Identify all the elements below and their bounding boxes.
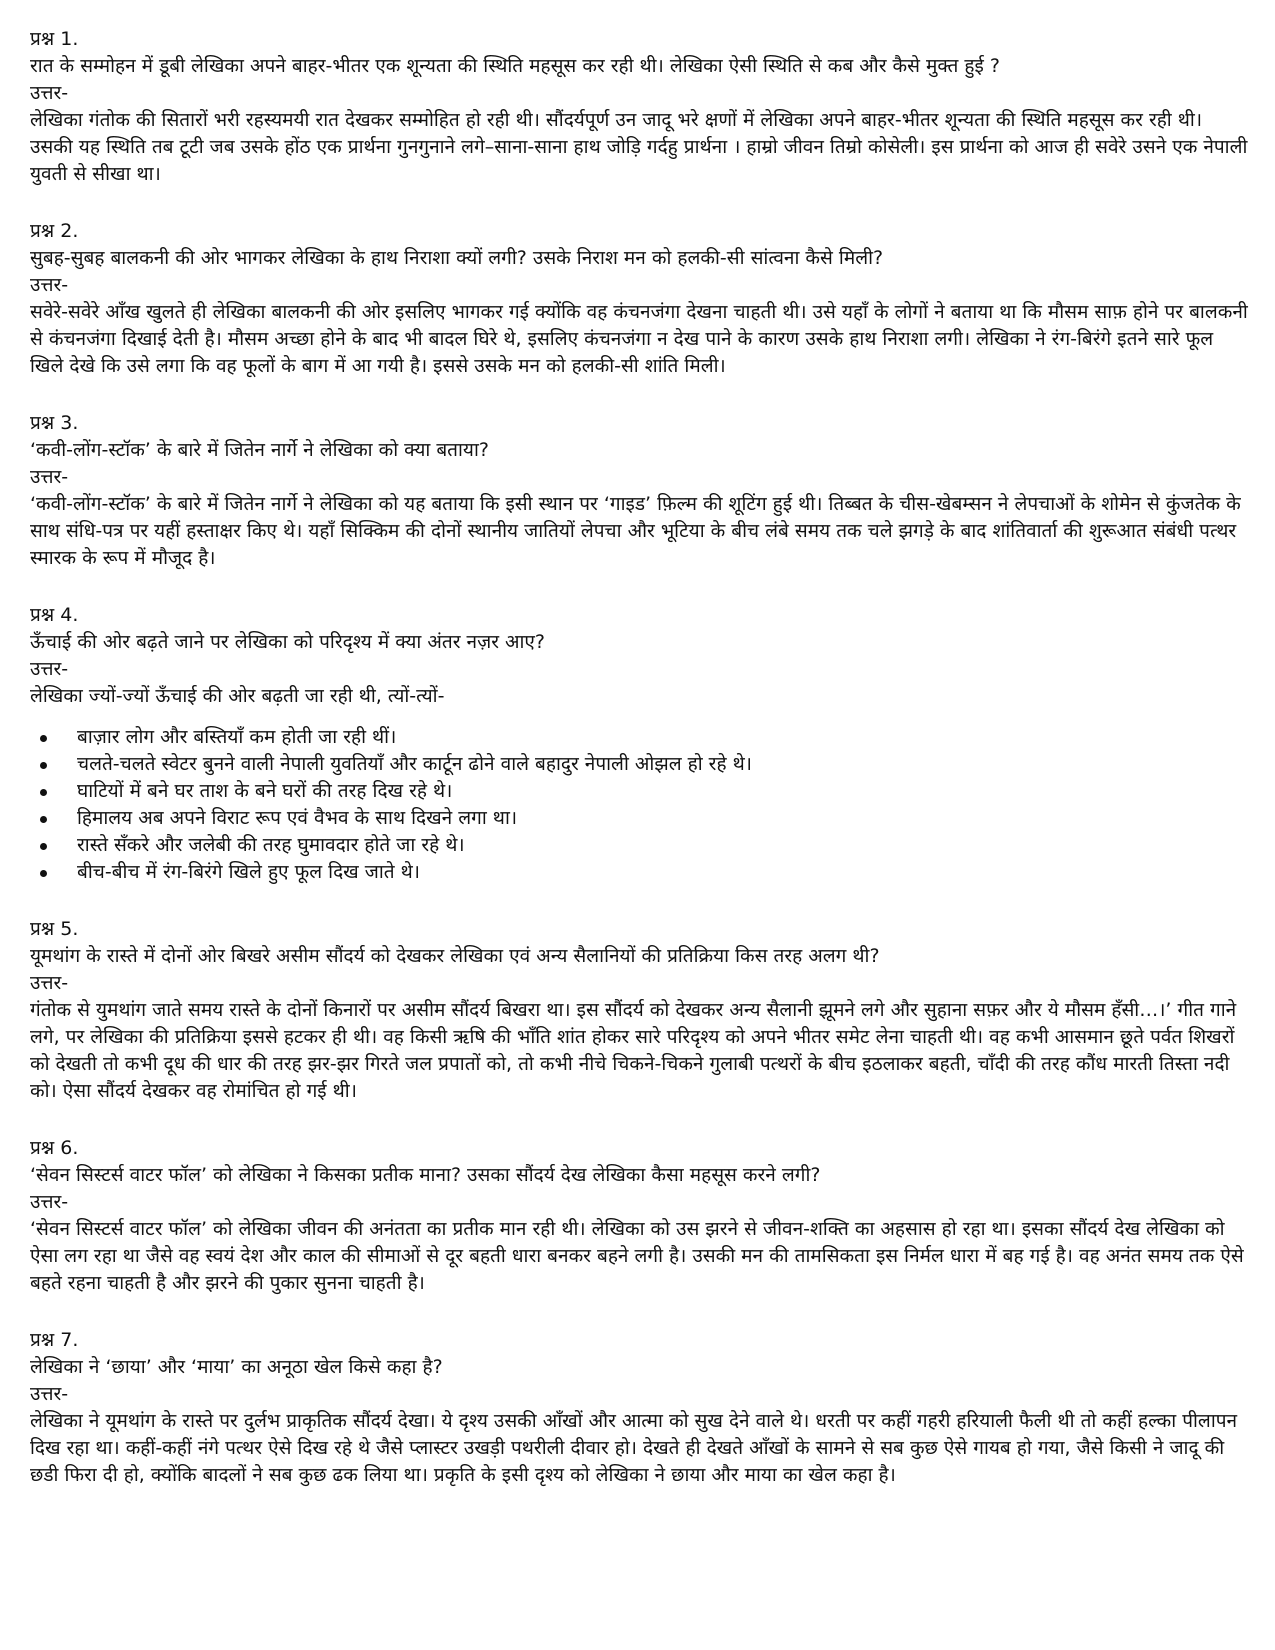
answer-text: सवेरे-सवेरे आँख खुलते ही लेखिका बालकनी की ओर इसलिए भागकर गई क्योंकि वह कंचनजंगा देखना चाहती थी। उसे यहाँ के लोगों ने बताया था कि मौसम साफ़ होने पर बालकनी से कंचनजंगा दिखाई देती है। मौसम अच्छा होने के बाद भी बादल घिरे थे, इसलिए कंचनजंगा न देख पाने के कारण उसके हाथ निराशा लगी। लेखिका ने रंग-बिरंगे इतने सारे फूल खिले देखे कि उसे लगा कि वह फूलों के बाग में आ गयी है। इससे उसके मन को हलकी-सी शांति मिली।: [30, 301, 1248, 377]
answer-label: उत्तर-: [30, 658, 69, 680]
bullet-text: बीच-बीच में रंग-बिरंगे खिले हुए फूल दिख जाते थे।: [77, 861, 420, 883]
answer-text: लेखिका ने यूमथांग के रास्ते पर दुर्लभ प्राकृतिक सौंदर्य देखा। ये दृश्य उसकी आँखों और आत्मा को सुख देने वाले थे। धरती पर कहीं गहरी हरियाली फैली थी तो कहीं हल्का पीलापन दिख रहा था। कहीं-कहीं नंगे पत्थर ऐसे दिख रहे थे जैसे प्लास्टर उखड़ी पथरीली दीवार हो। देखते ही देखते आँखों के सामने से सब कुछ ऐसे गायब हो गया, जैसे किसी ने जादू की छडी फिरा दी हो, क्योंकि बादलों ने सब कुछ ढक लिया था। प्रकृति के इसी दृश्य को लेखिका ने छाया और माया का खेल कहा है।: [30, 1410, 1238, 1486]
question-block-7: [30, 1327, 1250, 1489]
bullet-dot-icon: [40, 762, 47, 769]
bullet-item: [30, 778, 1250, 805]
bullet-item: [30, 805, 1250, 832]
question-text: सुबह-सुबह बालकनी की ओर भागकर लेखिका के हाथ निराशा क्यों लगी? उसके निराश मन को हलकी-सी सांत्वना कैसे मिली?: [30, 247, 884, 269]
bullet-dot-icon: [40, 816, 47, 823]
question-number: प्रश्न 3.: [30, 412, 79, 434]
answer-text: गंतोक से युमथांग जाते समय रास्ते के दोनों किनारों पर असीम सौंदर्य बिखरा था। इस सौंदर्य को देखकर अन्य सैलानी झूमने लगे और सुहाना सफ़र और ये मौसम हँसी…।’ गीत गाने लगे, पर लेखिका की प्रतिक्रिया इससे हटकर ही थी। वह किसी ऋषि की भाँति शांत होकर सारे परिदृश्य को अपने भीतर समेट लेना चाहती थी। वह कभी आसमान छूते पर्वत शिखरों को देखती तो कभी दूध की धार की तरह झर-झर गिरते जल प्रपातों को, तो कभी नीचे चिकने-चिकने गुलाबी पत्थरों के बीच इठलाकर बहती, चाँदी की तरह कौंध मारती तिस्ता नदी को। ऐसा सौंदर्य देखकर वह रोमांचित हो गई थी।: [30, 999, 1237, 1102]
bullet-text: हिमालय अब अपने विराट रूप एवं वैभव के साथ दिखने लगा था।: [77, 807, 518, 829]
question-text: ‘कवी-लोंग-स्टॉक’ के बारे में जितेन नार्गे ने लेखिका को क्या बताया?: [30, 439, 489, 461]
document-page: [30, 26, 1250, 1519]
question-block-2: [30, 218, 1250, 380]
answer-label: उत्तर-: [30, 82, 69, 104]
question-text: रात के सम्मोहन में डूबी लेखिका अपने बाहर-भीतर एक शून्यता की स्थिति महसूस कर रही थी। लेखिका ऐसी स्थिति से कब और कैसे मुक्त हुई ?: [30, 55, 1000, 77]
bullet-item: [30, 751, 1250, 778]
answer-text: लेखिका गंतोक की सितारों भरी रहस्यमयी रात देखकर सम्मोहित हो रही थी। सौंदर्यपूर्ण उन जादू भरे क्षणों में लेखिका अपने बाहर-भीतर शून्यता की स्थिति महसूस कर रही थी। उसकी यह स्थिति तब टूटी जब उसके होंठ एक प्रार्थना गुनगुनाने लगे–साना-साना हाथ जोड़ि गर्दहु प्रार्थना । हाम्रो जीवन तिम्रो कोसेली। इस प्रार्थना को आज ही सवेरे उसने एक नेपाली युवती से सीखा था।: [30, 109, 1248, 185]
bullet-dot-icon: [40, 789, 47, 796]
question-number: प्रश्न 7.: [30, 1329, 79, 1351]
question-number: प्रश्न 6.: [30, 1137, 79, 1159]
answer-label: उत्तर-: [30, 274, 69, 296]
question-text: यूमथांग के रास्ते में दोनों ओर बिखरे असीम सौंदर्य को देखकर लेखिका एवं अन्य सैलानियों की प्रतिक्रिया किस तरह अलग थी?: [30, 945, 880, 967]
bullet-text: घाटियों में बने घर ताश के बने घरों की तरह दिख रहे थे।: [77, 780, 453, 802]
answer-label: उत्तर-: [30, 1191, 69, 1213]
bullet-text: बाज़ार लोग और बस्तियाँ कम होती जा रही थीं।: [77, 726, 397, 748]
bullet-dot-icon: [40, 735, 47, 742]
answer-label: उत्तर-: [30, 466, 69, 488]
bullet-text: रास्ते सँकरे और जलेबी की तरह घुमावदार होते जा रहे थे।: [77, 834, 465, 856]
bullet-dot-icon: [40, 870, 47, 877]
question-block-6: [30, 1135, 1250, 1297]
bullet-item: [30, 859, 1250, 886]
question-text: लेखिका ने ‘छाया’ और ‘माया’ का अनूठा खेल किसे कहा है?: [30, 1356, 443, 1378]
bullet-item: [30, 832, 1250, 859]
bullet-dot-icon: [40, 843, 47, 850]
answer-label: उत्तर-: [30, 1383, 69, 1405]
question-number: प्रश्न 1.: [30, 28, 79, 50]
answer-intro: लेखिका ज्यों-ज्यों ऊँचाई की ओर बढ़ती जा रही थी, त्यों-त्यों-: [30, 685, 445, 707]
answer-text: ‘सेवन सिस्टर्स वाटर फॉल’ को लेखिका जीवन की अनंतता का प्रतीक मान रही थी। लेखिका को उस झरने से जीवन-शक्ति का अहसास हो रहा था। इसका सौंदर्य देख लेखिका को ऐसा लग रहा था जैसे वह स्वयं देश और काल की सीमाओं से दूर बहती धारा बनकर बहने लगी है। उसकी मन की तामसिकता इस निर्मल धारा में बह गई है। वह अनंत समय तक ऐसे बहते रहना चाहती है और झरने की पुकार सुनना चाहती है।: [30, 1218, 1244, 1294]
question-block-3: [30, 410, 1250, 572]
question-block-4: [30, 602, 1250, 886]
question-text: ऊँचाई की ओर बढ़ते जाने पर लेखिका को परिदृश्य में क्या अंतर नज़र आए?: [30, 631, 546, 653]
question-block-1: [30, 26, 1250, 188]
bullet-list: [30, 724, 1250, 886]
answer-label: उत्तर-: [30, 972, 69, 994]
question-number: प्रश्न 2.: [30, 220, 79, 242]
question-number: प्रश्न 5.: [30, 918, 79, 940]
bullet-text: चलते-चलते स्वेटर बुनने वाली नेपाली युवतियाँ और कार्टून ढोने वाले बहादुर नेपाली ओझल हो रहे थे।: [77, 753, 752, 775]
question-block-5: [30, 916, 1250, 1105]
question-text: ‘सेवन सिस्टर्स वाटर फॉल’ को लेखिका ने किसका प्रतीक माना? उसका सौंदर्य देख लेखिका कैसा महसूस करने लगी?: [30, 1164, 821, 1186]
answer-text: ‘कवी-लोंग-स्टॉक’ के बारे में जितेन नार्गे ने लेखिका को यह बताया कि इसी स्थान पर ‘गाइड’ फ़िल्म की शूटिंग हुई थी। तिब्बत के चीस-खेबम्सन ने लेपचाओं के शोमेन से कुंजतेक के साथ संधि-पत्र पर यहीं हस्ताक्षर किए थे। यहाँ सिक्किम की दोनों स्थानीय जातियों लेपचा और भूटिया के बीच लंबे समय तक चले झगड़े के बाद शांतिवार्ता की शुरूआत संबंधी पत्थर स्मारक के रूप में मौजूद है।: [30, 493, 1241, 569]
question-number: प्रश्न 4.: [30, 604, 79, 626]
bullet-item: [30, 724, 1250, 751]
